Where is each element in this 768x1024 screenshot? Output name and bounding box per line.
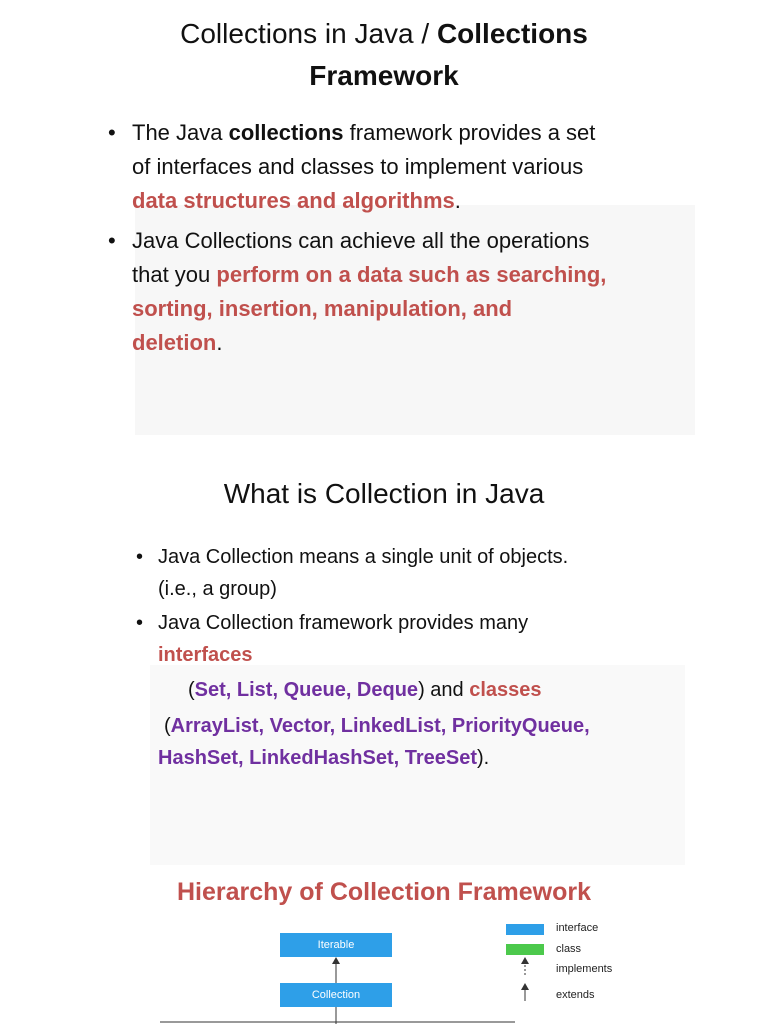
- bullet-dot: •: [108, 228, 116, 253]
- bullet-dot: •: [108, 120, 116, 145]
- slide-1-title-line-2: Framework: [309, 60, 459, 91]
- legend-implements-head: [521, 957, 529, 964]
- slide-3-title: Hierarchy of Collection Framework: [176, 878, 591, 906]
- legend-extends-label: extends: [556, 989, 595, 1001]
- slide-2-title: What is Collection in Java: [223, 478, 545, 509]
- bullet-dot: •: [136, 546, 144, 568]
- legend-class-swatch: [506, 944, 544, 955]
- collection-box: Collection: [280, 983, 392, 1007]
- legend-interface-label: interface: [556, 922, 599, 934]
- text: Java Collections can achieve all the operations: [132, 228, 590, 253]
- legend-extends-head: [521, 983, 529, 990]
- text-purple: HashSet, LinkedHashSet, TreeSet: [158, 747, 478, 769]
- text: .: [216, 330, 223, 355]
- text: (: [164, 715, 171, 737]
- title-part: Collections in Java /: [180, 18, 430, 49]
- text: of interfaces and classes to implement various: [132, 154, 584, 179]
- text: ) and: [418, 679, 470, 701]
- text-purple: Set, List, Queue, Deque: [194, 679, 419, 701]
- text-highlight: deletion: [132, 330, 217, 355]
- text: (: [188, 679, 195, 701]
- bullet-dot: •: [136, 612, 144, 634]
- extends-arrow-head: [332, 957, 340, 964]
- text-bold: collections: [228, 120, 344, 145]
- text: Java Collection framework provides many: [158, 612, 529, 634]
- legend-interface-swatch: [506, 924, 544, 935]
- text: ).: [477, 747, 490, 769]
- text-highlight: classes: [469, 679, 542, 701]
- text-highlight: interfaces: [158, 644, 253, 666]
- text: (i.e., a group): [158, 578, 277, 600]
- text-highlight: data structures and algorithms: [132, 188, 455, 213]
- text-highlight: perform on a data such as searching,: [216, 262, 607, 287]
- text: that you: [132, 262, 217, 287]
- title-part-bold: Collections: [436, 18, 588, 49]
- legend-implements-label: implements: [556, 963, 613, 975]
- text: The Java: [132, 120, 229, 145]
- iterable-box: Iterable: [280, 933, 392, 957]
- text: Java Collection means a single unit of objects.: [158, 546, 569, 568]
- legend-class-label: class: [556, 943, 582, 955]
- text-highlight: sorting, insertion, manipulation, and: [132, 296, 513, 321]
- text: .: [454, 188, 461, 213]
- text: framework provides a set: [343, 120, 596, 145]
- text-purple: ArrayList, Vector, LinkedList, PriorityQueue,: [170, 715, 590, 737]
